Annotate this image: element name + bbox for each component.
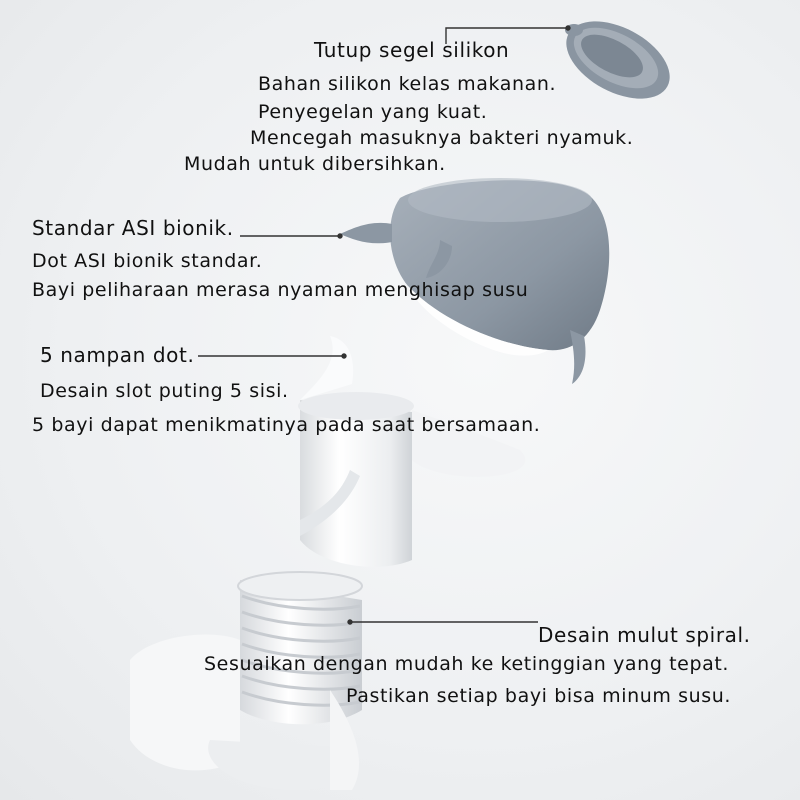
five-slot-tray bbox=[298, 336, 525, 567]
seal-line-2: Penyegelan yang kuat. bbox=[258, 101, 488, 123]
tray-title: 5 nampan dot. bbox=[40, 343, 195, 367]
nipple-line-2: Bayi peliharaan merasa nyaman menghisap susu bbox=[32, 279, 529, 301]
seal-line-1: Bahan silikon kelas makanan. bbox=[258, 73, 557, 95]
nipple-line-1: Dot ASI bionik standar. bbox=[32, 250, 263, 272]
spiral-mouth-base bbox=[130, 572, 362, 790]
seal-line-3: Mencegah masuknya bakteri nyamuk. bbox=[250, 127, 634, 149]
spiral-line-1: Sesuaikan dengan mudah ke ketinggian yang tepat. bbox=[204, 653, 730, 675]
seal-line-4: Mudah untuk dibersihkan. bbox=[184, 153, 446, 175]
spiral-line-2: Pastikan setiap bayi bisa minum susu. bbox=[346, 685, 732, 707]
nipple-title: Standar ASI bionik. bbox=[32, 216, 234, 240]
tray-line-1: Desain slot puting 5 sisi. bbox=[40, 380, 289, 402]
silicone-seal-cap bbox=[554, 5, 683, 114]
spiral-title: Desain mulut spiral. bbox=[538, 623, 751, 647]
seal-title: Tutup segel silikon bbox=[314, 38, 510, 62]
tray-line-2: 5 bayi dapat menikmatinya pada saat bersamaan. bbox=[32, 414, 541, 436]
